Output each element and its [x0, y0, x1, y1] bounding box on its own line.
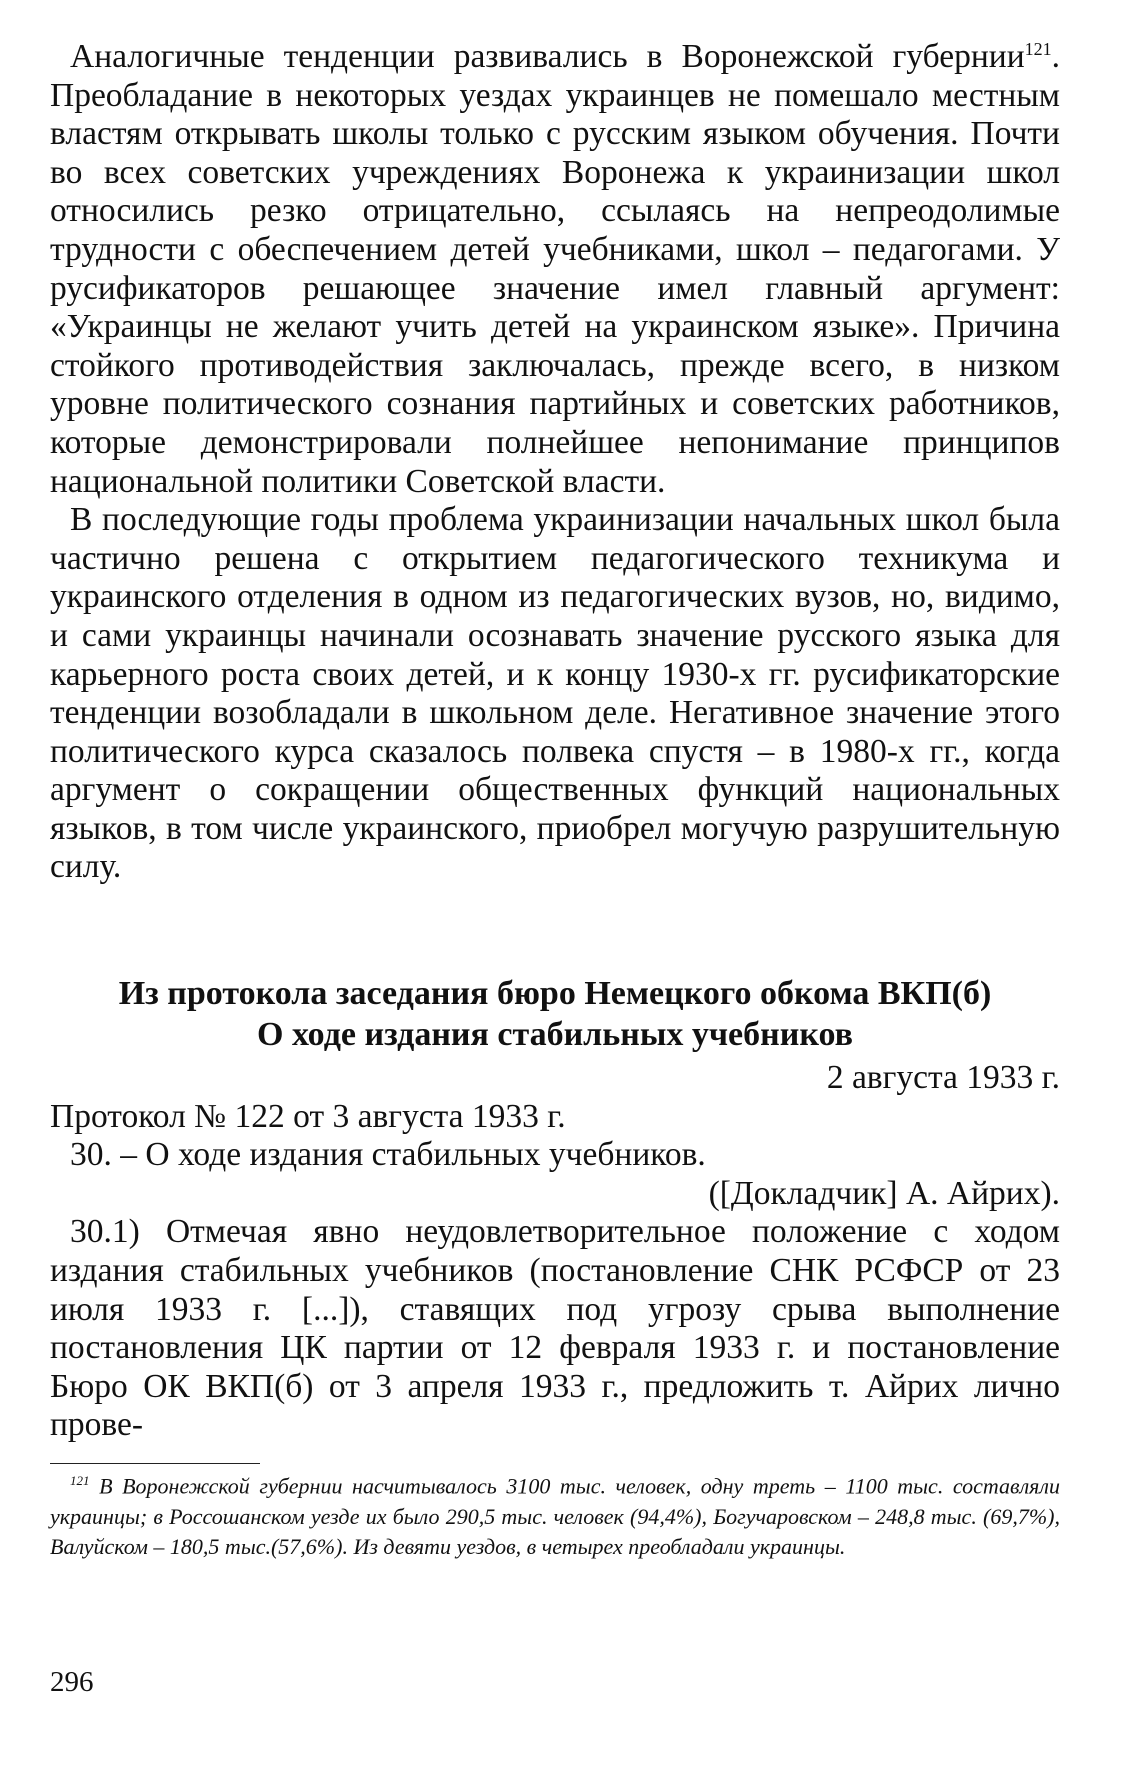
footnote-text: В Воронежской губернии насчитывалось 3100 тыс. человек, одну треть – 1100 тыс. составляли украинцы; в Россошанском уезде их было 290,5 тыс. человек (94,4%), Богучаровском – 248,8 тыс. (69,7%), Валуйском – 180,5 тыс.(57,6%). Из девяти уездов, в четырех преобладали украинцы.	[50, 1473, 1060, 1560]
paragraph-text: Аналогичные тенденции развивались в Воронежской губернии	[70, 38, 1025, 75]
book-page	[50, 38, 1060, 1738]
speaker-line: ([Докладчик] А. Айрих).	[708, 1174, 1060, 1212]
footnote	[50, 1466, 1060, 1563]
paragraph-text: . Преобладание в некоторых уездах украинцев не помешало местным властям открывать школы только с русским языком обучения. Почти во всех советских учреждениях Воронежа к украинизации школ относились резко отрицательно, ссылаясь на непреодолимые трудности с обеспечением детей учебниками, школ – педагогами. У русификаторов решающее значение имел главный аргумент: «Украинцы не желают учить детей на украинском языке». Причина стойкого противодействия заключалась, прежде всего, в низком уровне политического сознания партийных и советских работников, которые демонстрировали полнейшее непонимание принципов национальной политики Советской власти.	[50, 38, 1060, 500]
protocol-line: Протокол № 122 от 3 августа 1933 г.	[50, 1097, 566, 1135]
resolution-text: 30.1) Отмечая явно неудовлетворительное положение с ходом издания стабильных учебников (постановление СНК РСФСР от 23 июля 1933 г. [...]), ставящих под угрозу срыва выполнение постановления ЦК партии от 12 февраля 1933 г. и постановление Бюро ОК ВКП(б) от 3 апреля 1933 г., предложить т. Айрих лично прове-	[50, 1213, 1060, 1444]
agenda-item: 30. – О ходе издания стабильных учебников.	[70, 1136, 706, 1174]
footnote-divider	[50, 1463, 260, 1464]
footnote-number: 121	[70, 1473, 90, 1488]
document-heading	[50, 973, 1060, 1055]
heading-line-1: Из протокола заседания бюро Немецкого обкома ВКП(б)	[118, 975, 992, 1013]
footnote-reference[interactable]: 121	[1024, 38, 1052, 59]
paragraph-voronezh	[50, 38, 1060, 501]
paragraph-later-years: В последующие годы проблема украинизации начальных школ была частично решена с открытием педагогического техникума и украинского отделения в одном из педагогических вузов, но, видимо, и сами украинцы начинали осознавать значение русского языка для карьерного роста своих детей, и к концу 1930-х гг. русификаторские тенденции возобладали в школьном деле. Негативное значение этого политического курса сказалось полвека спустя – в 1980-х гг., когда аргумент о сокращении общественных функций национальных языков, в том числе украинского, приобрел могучую разрушительную силу.	[50, 501, 1060, 886]
heading-line-2: О ходе издания стабильных учебников	[257, 1016, 853, 1054]
page-number: 296	[50, 1666, 94, 1698]
document-date: 2 августа 1933 г.	[826, 1059, 1060, 1097]
